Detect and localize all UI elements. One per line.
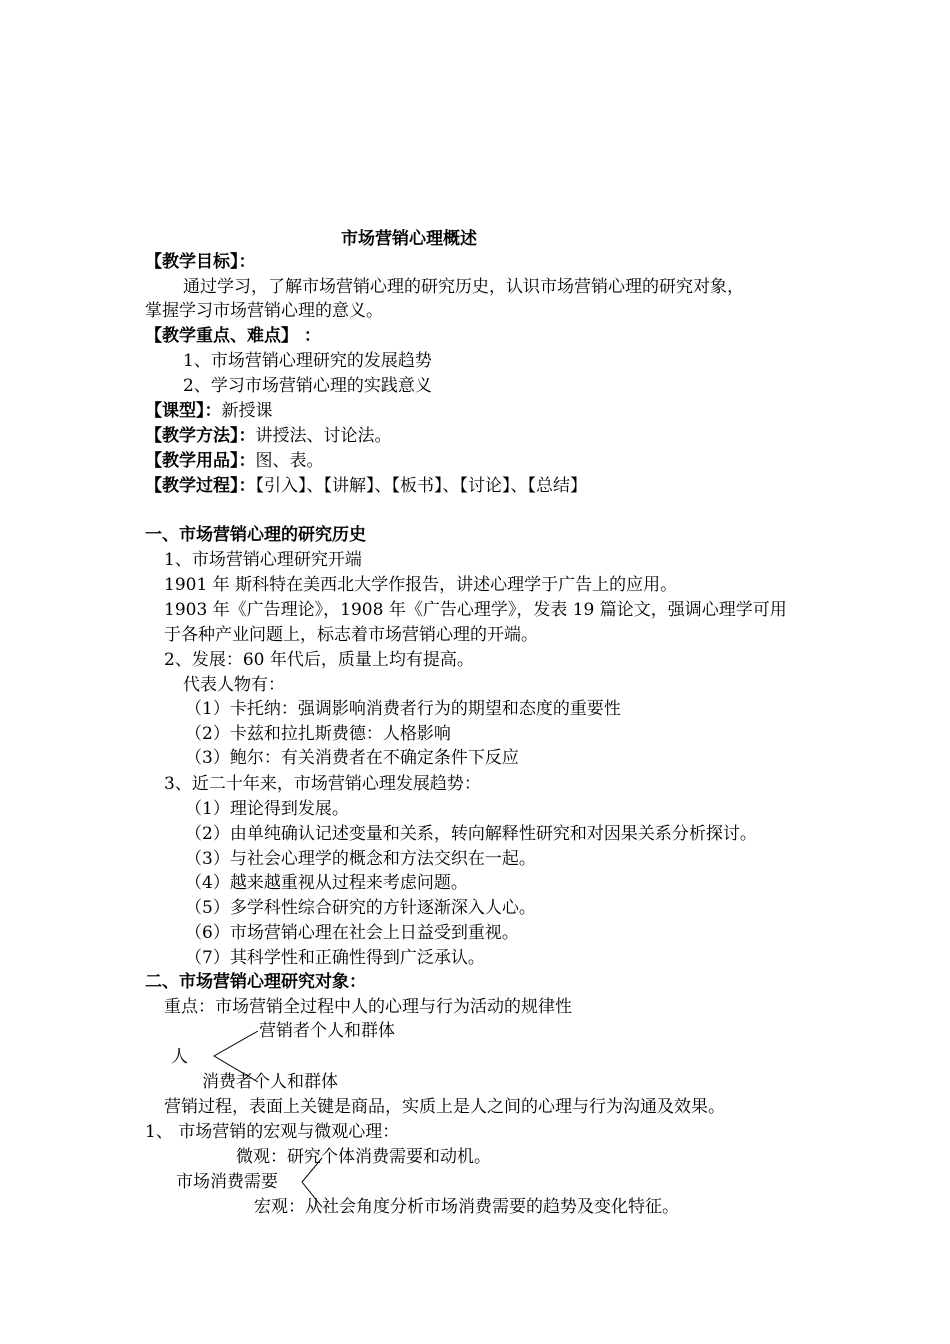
trend-item-2: （2）由单纯确认记述变量和关系，转向解释性研究和对因果关系分析探讨。: [185, 824, 757, 844]
macro-micro-item: 1、 市场营销的宏观与微观心理：: [145, 1122, 400, 1142]
person-label: 人: [171, 1047, 188, 1067]
trend-item-6: （6）市场营销心理在社会上日益受到重视。: [185, 923, 519, 943]
process-line: 营销过程，表面上关键是商品，实质上是人之间的心理与行为沟通及效果。: [164, 1097, 725, 1117]
history-line-1: 1、市场营销心理研究开端: [164, 550, 362, 570]
trend-item-3: （3）与社会心理学的概念和方法交织在一起。: [185, 849, 536, 869]
section-1-heading: 一、市场营销心理的研究历史: [145, 525, 366, 545]
tools-label: 【教学用品】：: [145, 451, 256, 471]
lesson-type-label: 【课型】：: [145, 401, 222, 421]
need-label: 市场消费需要: [176, 1172, 278, 1192]
history-line-5: 2、发展：60 年代后，质量上均有提高。: [164, 650, 474, 670]
method-label: 【教学方法】：: [145, 426, 256, 446]
history-line-10: 3、近二十年来，市场营销心理发展趋势：: [164, 774, 481, 794]
method-value: 讲授法、讨论法。: [255, 426, 392, 446]
history-line-6: 代表人物有：: [183, 675, 285, 695]
lesson-type-value: 新授课: [221, 401, 273, 421]
micro-line: 微观：研究个体消费需要和动机。: [236, 1147, 491, 1167]
objective-label: 【教学目标】：: [145, 252, 256, 272]
key-point-2: 2、学习市场营销心理的实践意义: [183, 376, 432, 396]
history-line-3: 1903 年《广告理论》，1908 年《广告心理学》，发表 19 篇论文，强调心理学可用: [164, 600, 787, 620]
history-line-9: （3）鲍尔：有关消费者在不确定条件下反应: [185, 748, 519, 768]
history-line-8: （2）卡兹和拉扎斯费德：人格影响: [185, 724, 451, 744]
key-points-label: 【教学重点、难点】 ：: [145, 326, 321, 346]
page-title: 市场营销心理概述: [341, 229, 477, 249]
history-line-7: （1）卡托纳：强调影响消费者行为的期望和态度的重要性: [185, 699, 621, 719]
macro-line: 宏观：从社会角度分析市场消费需要的趋势及变化特征。: [254, 1197, 679, 1217]
person-branch-bottom: 消费者个人和群体: [202, 1072, 338, 1092]
process-label: 【教学过程】：: [145, 476, 256, 496]
tools-value: 图、表。: [255, 451, 324, 471]
history-line-4: 于各种产业问题上，标志着市场营销心理的开端。: [164, 625, 538, 645]
history-line-2: 1901 年 斯科特在美西北大学作报告，讲述心理学于广告上的应用。: [164, 575, 678, 595]
trend-item-1: （1）理论得到发展。: [185, 799, 349, 819]
trend-item-4: （4）越来越重视从过程来考虑问题。: [185, 873, 468, 893]
objective-text-1: 通过学习，了解市场营销心理的研究历史，认识市场营销心理的研究对象，: [183, 277, 744, 297]
focus-line: 重点：市场营销全过程中人的心理与行为活动的规律性: [164, 997, 572, 1017]
section-2-heading: 二、市场营销心理研究对象：: [145, 972, 366, 992]
objective-text-2: 掌握学习市场营销心理的意义。: [145, 301, 383, 321]
trend-item-5: （5）多学科性综合研究的方针逐渐深入人心。: [185, 898, 536, 918]
process-value: 【引入】、【讲解】、【板书】、【讨论】、【总结】: [255, 476, 587, 496]
person-branch-top: 营销者个人和群体: [259, 1021, 395, 1041]
trend-item-7: （7）其科学性和正确性得到广泛承认。: [185, 948, 485, 968]
key-point-1: 1、市场营销心理研究的发展趋势: [183, 351, 432, 371]
